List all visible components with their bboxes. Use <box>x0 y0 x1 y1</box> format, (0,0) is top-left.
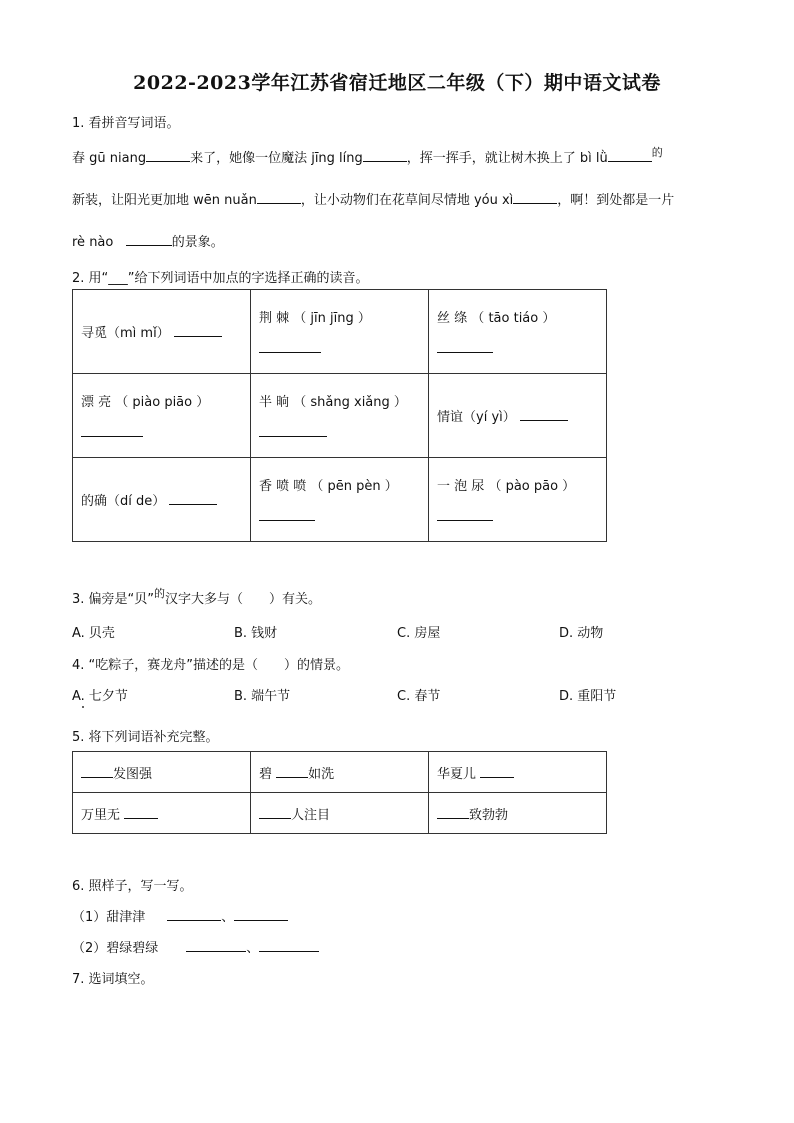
q4-option-c[interactable]: C. 春节 <box>397 689 441 704</box>
q2-table <box>72 289 607 542</box>
q5-cell: 致勃勃 <box>428 793 606 834</box>
answer-blank[interactable] <box>169 492 217 505</box>
q4-option-d[interactable]: D. 重阳节 <box>559 689 617 704</box>
answer-blank[interactable] <box>259 806 291 819</box>
answer-blank[interactable] <box>186 939 246 952</box>
answer-blank[interactable] <box>257 191 301 204</box>
q1-text: 的 <box>651 146 663 159</box>
answer-blank[interactable] <box>363 149 407 162</box>
q5-cell: 人注目 <box>251 793 429 834</box>
q4-heading: 4. “吃粽子，赛龙舟”描述的是（ ）的情景。 <box>72 658 350 673</box>
q2-cell: 半 晌 （ shǎng xiǎng ） <box>251 374 429 458</box>
q5-cell: 万里无 <box>73 793 251 834</box>
q2-cell: 漂 亮 （ piào piāo ） <box>73 374 251 458</box>
answer-blank[interactable] <box>259 939 319 952</box>
q2-cell: 荆 棘 （ jīn jīng ） <box>251 290 429 374</box>
answer-blank[interactable] <box>520 408 568 421</box>
q3-option-b[interactable]: B. 钱财 <box>234 626 278 641</box>
answer-blank[interactable] <box>608 149 652 162</box>
q2-cell: 丝 绦 （ tāo tiáo ） <box>429 290 607 374</box>
answer-blank[interactable] <box>146 149 190 162</box>
q2-cell: 香 喷 喷 （ pēn pèn ） <box>251 458 429 542</box>
answer-blank[interactable] <box>259 424 327 437</box>
q1-text: ，让小动物们在花草间尽情地 yóu xì <box>300 193 514 208</box>
q5-heading: 5. 将下列词语补充完整。 <box>72 730 219 745</box>
q6-item-1: （1）甜津津 、 <box>72 906 288 925</box>
q3-option-a[interactable]: A. 贝壳 <box>72 626 115 641</box>
q4-option-b[interactable]: B. 端午节 <box>234 689 291 704</box>
q2-heading: 2. 用“___”给下列词语中加点的字选择正确的读音。 <box>72 271 369 286</box>
answer-blank[interactable] <box>276 765 308 778</box>
q7-heading: 7. 选词填空。 <box>72 972 154 987</box>
q2-cell: 的确（dí de） <box>73 458 251 542</box>
answer-blank[interactable] <box>81 765 113 778</box>
q2-cell: 情谊（yí yì） <box>429 374 607 458</box>
answer-blank[interactable] <box>126 233 172 246</box>
q2-cell: 寻觅（mì mǐ） <box>73 290 251 374</box>
answer-blank[interactable] <box>81 424 143 437</box>
answer-blank[interactable] <box>437 806 469 819</box>
q1-text: 的景象。 <box>171 235 224 250</box>
q1-line-2 <box>72 189 674 208</box>
answer-blank[interactable] <box>437 340 493 353</box>
q1-line-3 <box>72 231 224 250</box>
q1-text: ，挥一挥手，就让树木换上了 bì lǜ <box>406 151 608 166</box>
answer-blank[interactable] <box>167 908 221 921</box>
q1-heading: 1. 看拼音写词语。 <box>72 116 180 131</box>
q3-option-c[interactable]: C. 房屋 <box>397 626 441 641</box>
q1-line-1 <box>72 147 663 166</box>
q6-heading: 6. 照样子，写一写。 <box>72 879 193 894</box>
answer-blank[interactable] <box>480 765 514 778</box>
answer-blank[interactable] <box>124 806 158 819</box>
q1-text: 春 gū niang <box>72 151 147 166</box>
answer-blank[interactable] <box>437 508 493 521</box>
q4-option-a[interactable]: A. 七夕节 <box>72 689 128 704</box>
page-title: 2022-2023学年江苏省宿迁地区二年级（下）期中语文试卷 <box>133 72 661 94</box>
q1-text: ，啊！到处都是一片 <box>557 193 675 208</box>
answer-blank[interactable] <box>234 908 288 921</box>
q2-cell: 一 泡 尿 （ pào pāo ） <box>429 458 607 542</box>
stray-dot <box>82 706 84 708</box>
q1-text: rè nào <box>72 235 114 250</box>
q5-cell: 发图强 <box>73 752 251 793</box>
q5-cell: 华夏儿 <box>428 752 606 793</box>
q1-text: 来了，她像一位魔法 jīng líng <box>190 151 363 166</box>
q5-cell: 碧 如洗 <box>251 752 429 793</box>
q1-text: 新装，让阳光更加地 wēn nuǎn <box>72 193 257 208</box>
q3-option-d[interactable]: D. 动物 <box>559 626 604 641</box>
answer-blank[interactable] <box>259 508 315 521</box>
answer-blank[interactable] <box>513 191 557 204</box>
q3-heading: 3. 偏旁是“贝”$^的$汉字大多与（ ）有关。 <box>72 587 322 607</box>
q6-item-2: （2）碧绿碧绿 、 <box>72 937 319 956</box>
answer-blank[interactable] <box>174 324 222 337</box>
q5-table <box>72 751 607 834</box>
answer-blank[interactable] <box>259 340 321 353</box>
